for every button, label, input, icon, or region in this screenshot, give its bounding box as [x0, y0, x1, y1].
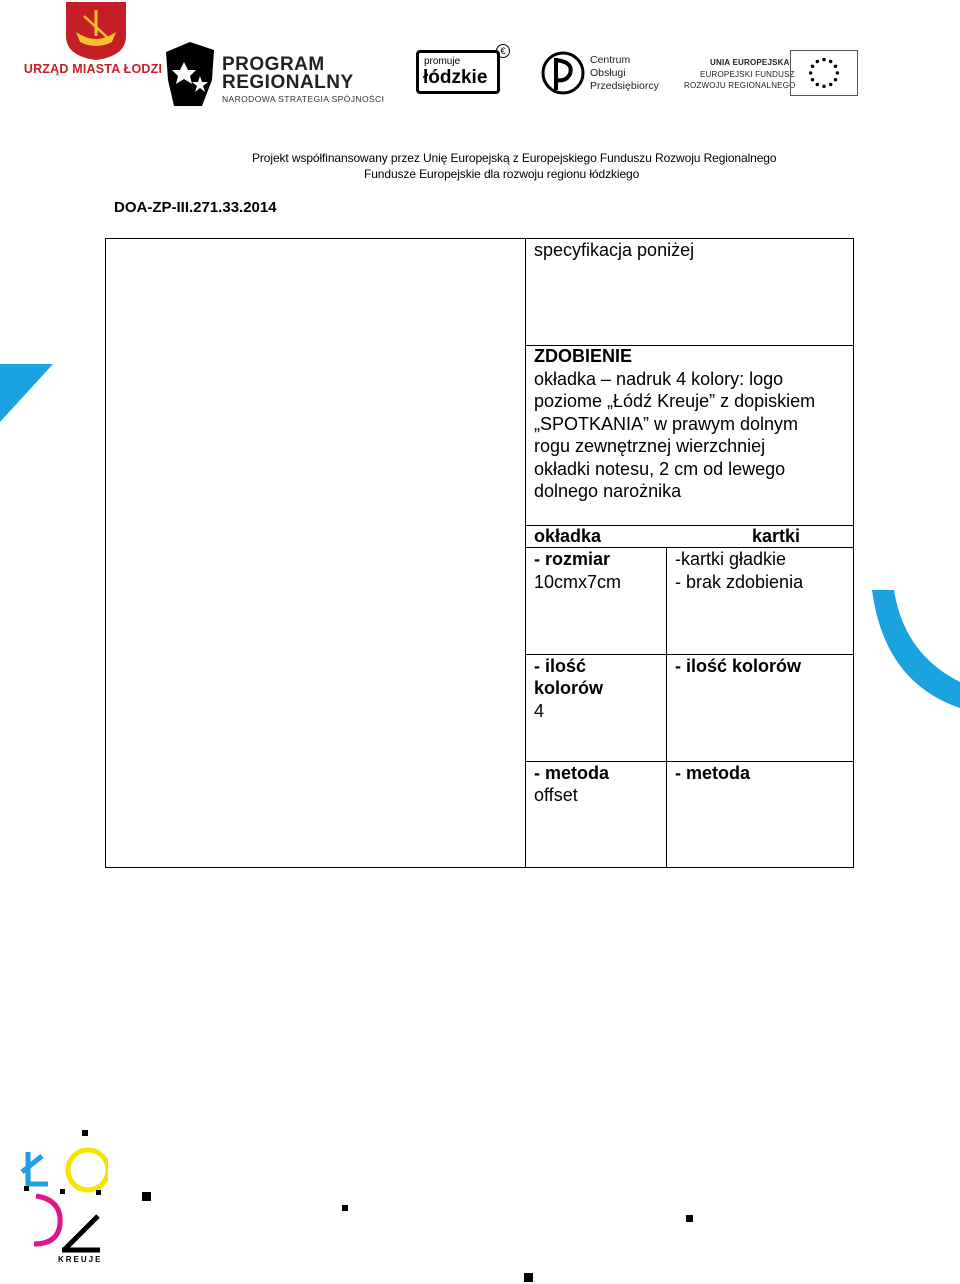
- lodz-kreuje-logo: [18, 1126, 108, 1268]
- urzad-miasta-lodzi-caption: URZĄD MIASTA ŁODZI: [23, 62, 163, 76]
- promuje-lodzkie-logo: [416, 44, 508, 96]
- decoration-line-1: okładka – nadruk 4 kolory: logo: [534, 369, 784, 389]
- cover-column-header: okładka: [534, 526, 602, 546]
- pages-colors-label: - ilość kolorów: [675, 656, 802, 676]
- decoration-line-5: okładki notesu, 2 cm od lewego: [534, 459, 786, 479]
- decoration-line-4: rogu zewnętrznej wierzchniej: [534, 436, 766, 456]
- size-value: 10cmx7cm: [534, 572, 622, 592]
- bullet-square: [686, 1215, 693, 1222]
- bullet-square: [142, 1192, 151, 1201]
- column-divider: [666, 547, 667, 868]
- promuje-lodzkie-small: promuje: [424, 56, 461, 67]
- bullet-square: [524, 1273, 533, 1282]
- method-label: - metoda: [534, 763, 610, 783]
- cop-line-2: Obsługi: [590, 67, 626, 79]
- colors-value: 4: [534, 701, 545, 721]
- ue-line-3: ROZWOJU REGIONALNEGO: [684, 81, 796, 90]
- eu-flag-icon: [790, 50, 858, 96]
- cop-line-1: Centrum: [590, 54, 631, 66]
- cofinance-line-1: Projekt współfinansowany przez Unię Europejską z Europejskiego Funduszu Rozwoju Regionalnego: [252, 151, 777, 165]
- ue-line-2: EUROPEJSKI FUNDUSZ: [700, 70, 795, 79]
- kreuje-caption: KREUJE: [58, 1255, 103, 1264]
- program-regionalny-subtitle: NARODOWA STRATEGIA SPÓJNOŚCI: [222, 94, 385, 104]
- specification-table: [105, 238, 854, 868]
- colors-label-1: - ilość: [534, 656, 587, 676]
- program-regionalny-logo: [156, 36, 392, 110]
- pages-desc-2: - brak zdobienia: [675, 572, 804, 592]
- pages-method-label: - metoda: [675, 763, 751, 783]
- decoration-line-2: poziome „Łódź Kreuje” z dopiskiem: [534, 391, 816, 411]
- method-value: offset: [534, 785, 578, 805]
- program-regionalny-title-2: REGIONALNY: [222, 72, 354, 93]
- promuje-lodzkie-big: łódzkie: [423, 67, 488, 88]
- blue-arc-shape-right: [872, 590, 960, 708]
- pages-column-header: kartki: [752, 526, 801, 546]
- decoration-line-3: „SPOTKANIA” w prawym dolnym: [534, 414, 799, 434]
- cop-emblem-icon: [540, 50, 586, 96]
- program-regionalny-title-1: PROGRAM: [222, 54, 325, 75]
- cofinance-line-2: Fundusze Europejskie dla rozwoju regionu łódzkiego: [364, 167, 640, 181]
- urzad-miasta-lodzi-logo: [18, 0, 168, 80]
- document-reference: DOA-ZP-III.271.33.2014: [114, 199, 277, 216]
- blue-corner-shape-left: [0, 364, 54, 424]
- unia-europejska-logo: [682, 50, 860, 98]
- lodz-coat-of-arms-icon: [64, 2, 128, 60]
- decoration-heading: ZDOBIENIE: [534, 346, 633, 366]
- colors-label-2: kolorów: [534, 678, 604, 698]
- size-label: - rozmiar: [534, 549, 611, 569]
- euro-icon: €: [496, 44, 510, 58]
- program-regionalny-emblem-icon: [164, 40, 216, 108]
- table-left-column: [105, 238, 526, 868]
- lodz-kreuje-mark-icon: [18, 1126, 108, 1254]
- centrum-obslugi-logo: [540, 48, 660, 98]
- cop-line-3: Przedsiębiorcy: [590, 80, 659, 92]
- decoration-line-6: dolnego narożnika: [534, 481, 682, 501]
- ue-line-1: UNIA EUROPEJSKA: [710, 58, 790, 67]
- pages-desc-1: -kartki gładkie: [675, 549, 787, 569]
- bullet-square: [342, 1205, 348, 1211]
- spec-note: specyfikacja poniżej: [534, 240, 695, 260]
